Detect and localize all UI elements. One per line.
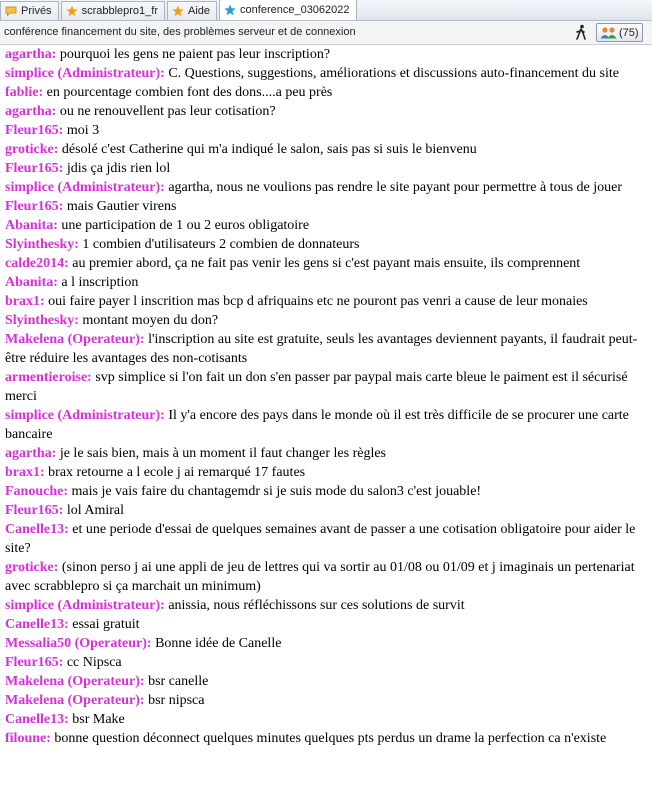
user-list-button[interactable] bbox=[596, 23, 643, 42]
tab-1[interactable] bbox=[0, 1, 59, 20]
walking-person-icon[interactable] bbox=[573, 24, 589, 40]
chat-message bbox=[5, 653, 648, 672]
tab-label: Privés bbox=[21, 5, 52, 17]
message-text: C. Questions, suggestions, améliorations et discussions auto-financement du site bbox=[168, 66, 619, 81]
message-text: montant moyen du don? bbox=[82, 313, 219, 328]
message-author[interactable]: groticke: bbox=[5, 142, 59, 157]
chat-message bbox=[5, 596, 648, 615]
chat-message bbox=[5, 672, 648, 691]
message-text: au premier abord, ça ne fait pas venir les gens si c'est payant mais ensuite, ils comprennent bbox=[72, 256, 581, 271]
message-text: mais je vais faire du chantagemdr si je suis mode du salon3 c'est jouable! bbox=[71, 484, 482, 499]
message-author[interactable]: Fleur165: bbox=[5, 123, 64, 138]
message-text: mais Gautier virens bbox=[66, 199, 177, 214]
chat-message bbox=[5, 159, 648, 178]
message-text: moi 3 bbox=[66, 123, 100, 138]
chat-message bbox=[5, 368, 648, 406]
chat-message bbox=[5, 520, 648, 558]
message-text: Bonne idée de Canelle bbox=[155, 636, 282, 651]
message-author[interactable]: calde2014: bbox=[5, 256, 69, 271]
chat-message bbox=[5, 178, 648, 197]
star-icon bbox=[224, 4, 236, 16]
tab-label: scrabblepro1_fr bbox=[81, 5, 158, 17]
message-text: désolé c'est Catherine qui m'a indiqué le salon, sais pas si suis le bienvenu bbox=[61, 142, 477, 157]
message-author[interactable]: Canelle13: bbox=[5, 617, 69, 632]
star-icon bbox=[172, 5, 184, 17]
message-text: oui faire payer l inscrition mas bcp d afriquains etc ne pouront pas venri a cause de leur monaies bbox=[48, 294, 588, 309]
chat-message bbox=[5, 558, 648, 596]
message-author[interactable]: Messalia50 (Operateur): bbox=[5, 636, 152, 651]
message-text: je le sais bien, mais à un moment il faut changer les règles bbox=[59, 446, 387, 461]
message-text: bsr nipsca bbox=[148, 693, 205, 708]
message-text: brax retourne a l ecole j ai remarqué 17 fautes bbox=[48, 465, 306, 480]
message-author[interactable]: groticke: bbox=[5, 560, 59, 575]
message-author[interactable]: armentieroise: bbox=[5, 370, 92, 385]
chat-message bbox=[5, 254, 648, 273]
message-author[interactable]: Fanouche: bbox=[5, 484, 68, 499]
chat-message bbox=[5, 444, 648, 463]
star-icon bbox=[66, 5, 78, 17]
chat-message bbox=[5, 463, 648, 482]
message-author[interactable]: Fleur165: bbox=[5, 655, 64, 670]
message-text: 1 combien d'utilisateurs 2 combien de donnateurs bbox=[82, 237, 360, 252]
message-author[interactable]: Slyinthesky: bbox=[5, 237, 79, 252]
chat-area[interactable] bbox=[0, 45, 652, 786]
message-author[interactable]: Makelena (Operateur): bbox=[5, 674, 145, 689]
message-text: agartha, nous ne voulions pas rendre le site payant pour permettre à tous de jouer bbox=[168, 180, 622, 195]
tab-bar bbox=[0, 0, 652, 21]
tab-4[interactable] bbox=[219, 0, 356, 20]
message-text: bsr canelle bbox=[148, 674, 209, 689]
chat-message bbox=[5, 121, 648, 140]
message-author[interactable]: Abanita: bbox=[5, 218, 58, 233]
message-text: (sinon perso j ai une appli de jeu de lettres qui va sortir au 01/08 ou 01/09 et j imaginais un pertenariat avec scrabblepro si ça marchait un minimum) bbox=[5, 560, 635, 594]
tab-label: conference_03062022 bbox=[240, 4, 350, 16]
chat-log bbox=[0, 45, 652, 748]
chat-message bbox=[5, 729, 648, 748]
tab-2[interactable] bbox=[61, 1, 165, 20]
message-author[interactable]: brax1: bbox=[5, 465, 45, 480]
message-author[interactable]: Fleur165: bbox=[5, 161, 64, 176]
message-text: Il y'a encore des pays dans le monde où il est très difficile de se procurer une carte bancaire bbox=[5, 408, 629, 442]
chat-message bbox=[5, 140, 648, 159]
message-author[interactable]: filoune: bbox=[5, 731, 51, 746]
tab-label: Aide bbox=[188, 5, 211, 17]
chat-message bbox=[5, 615, 648, 634]
chat-message bbox=[5, 83, 648, 102]
message-text: ou ne renouvellent pas leur cotisation? bbox=[59, 104, 276, 119]
chat-message bbox=[5, 482, 648, 501]
channel-topic: conférence financement du site, des problèmes serveur et de connexion bbox=[4, 26, 356, 38]
chat-message bbox=[5, 691, 648, 710]
chat-message bbox=[5, 273, 648, 292]
chat-message bbox=[5, 45, 648, 64]
chat-message bbox=[5, 634, 648, 653]
chat-message bbox=[5, 330, 648, 368]
chat-message bbox=[5, 102, 648, 121]
message-text: lol Amiral bbox=[66, 503, 124, 518]
message-text: anissia, nous réfléchissons sur ces solutions de survit bbox=[168, 598, 465, 613]
message-text: bsr Make bbox=[72, 712, 125, 727]
user-count: (75) bbox=[619, 26, 639, 39]
chat-message bbox=[5, 216, 648, 235]
message-text: une participation de 1 ou 2 euros obligatoire bbox=[61, 218, 310, 233]
chat-message bbox=[5, 292, 648, 311]
message-text: essai gratuit bbox=[72, 617, 140, 632]
message-text: l'inscription au site est gratuite, seuls les avantages deviennent payants, il faudrait peut-être réduire les avantages des non-cotisants bbox=[5, 332, 638, 366]
message-author[interactable]: simplice (Administrateur): bbox=[5, 180, 165, 195]
message-author[interactable]: simplice (Administrateur): bbox=[5, 408, 165, 423]
message-author[interactable]: Makelena (Operateur): bbox=[5, 693, 145, 708]
message-author[interactable]: Fleur165: bbox=[5, 199, 64, 214]
message-author[interactable]: agartha: bbox=[5, 47, 57, 62]
message-text: svp simplice si l'on fait un don s'en passer par paypal mais carte bleue le paiment est il sécurisé merci bbox=[5, 370, 628, 404]
message-author[interactable]: agartha: bbox=[5, 104, 57, 119]
channel-header bbox=[0, 21, 652, 45]
message-text: en pourcentage combien font des dons....a peu près bbox=[46, 85, 333, 100]
tab-3[interactable] bbox=[167, 1, 217, 20]
message-author[interactable]: Slyinthesky: bbox=[5, 313, 79, 328]
chat-message bbox=[5, 197, 648, 216]
message-author[interactable]: fablie: bbox=[5, 85, 44, 100]
chat-message bbox=[5, 501, 648, 520]
chat-message bbox=[5, 311, 648, 330]
message-author[interactable]: Fleur165: bbox=[5, 503, 64, 518]
message-text: jdis ça jdis rien lol bbox=[66, 161, 171, 176]
chat-message bbox=[5, 64, 648, 83]
message-text: bonne question déconnect quelques minutes quelques pts perdus un drame la perfection ca n'existe bbox=[54, 731, 607, 746]
message-author[interactable]: Canelle13: bbox=[5, 522, 69, 537]
message-author[interactable]: brax1: bbox=[5, 294, 45, 309]
message-author[interactable]: Abanita: bbox=[5, 275, 58, 290]
chat-message bbox=[5, 235, 648, 254]
message-text: pourquoi les gens ne paient pas leur inscription? bbox=[59, 47, 331, 62]
users-icon bbox=[600, 26, 617, 39]
chat-bubble-icon bbox=[5, 5, 17, 17]
chat-message bbox=[5, 710, 648, 729]
message-text: cc Nipsca bbox=[66, 655, 122, 670]
message-text: et une periode d'essai de quelques semaines avant de passer a une cotisation obligatoire pour aider le site? bbox=[5, 522, 636, 556]
chat-message bbox=[5, 406, 648, 444]
message-author[interactable]: agartha: bbox=[5, 446, 57, 461]
message-author[interactable]: Canelle13: bbox=[5, 712, 69, 727]
message-author[interactable]: simplice (Administrateur): bbox=[5, 66, 165, 81]
message-author[interactable]: Makelena (Operateur): bbox=[5, 332, 145, 347]
message-author[interactable]: simplice (Administrateur): bbox=[5, 598, 165, 613]
message-text: a l inscription bbox=[61, 275, 139, 290]
